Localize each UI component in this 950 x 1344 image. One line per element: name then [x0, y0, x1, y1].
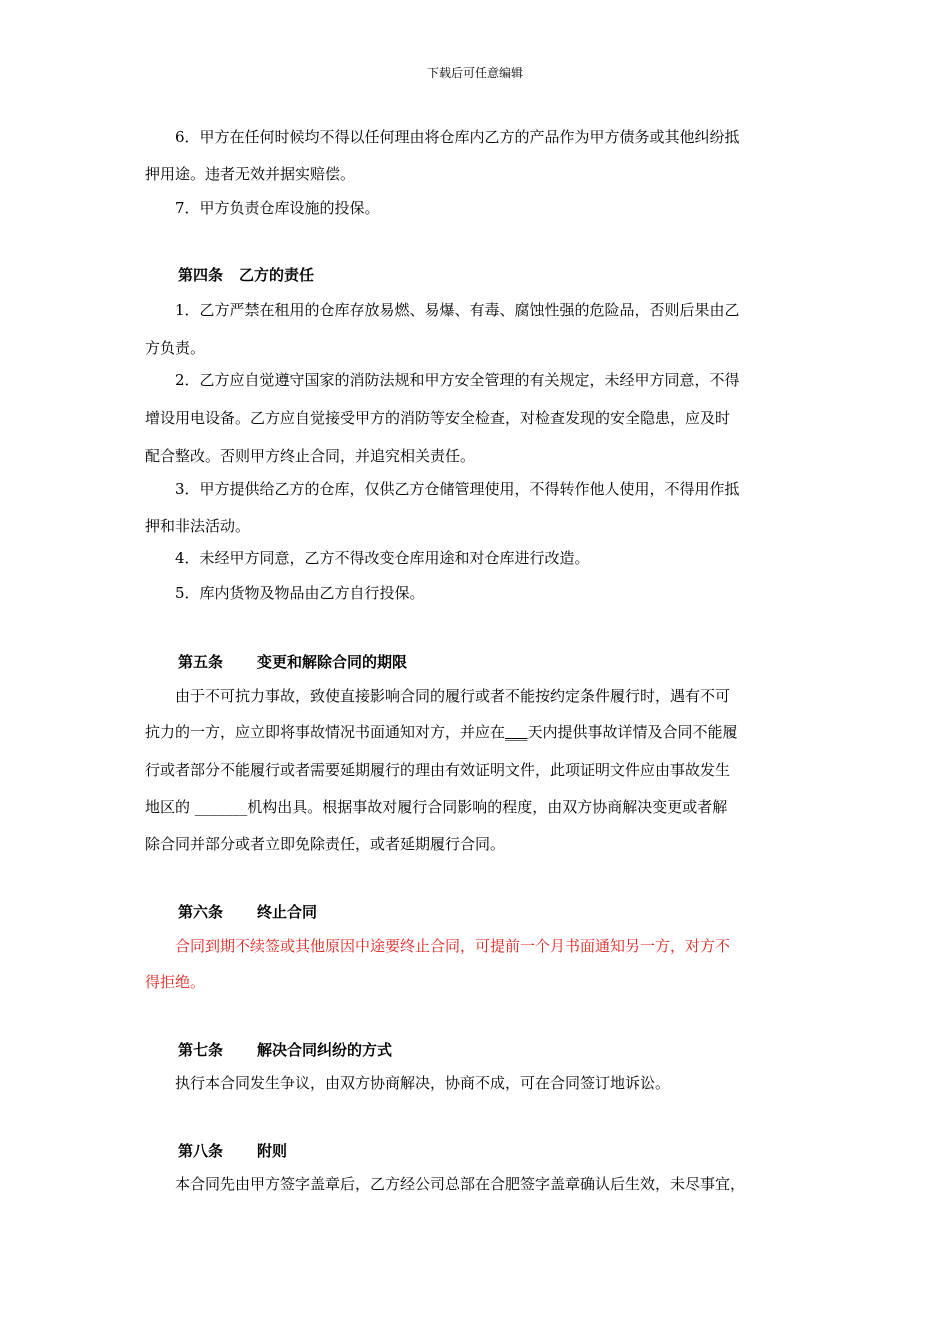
- article4-number: 第四条: [178, 266, 224, 284]
- article5-line2: [145, 722, 815, 742]
- article4-item4: 4．未经甲方同意，乙方不得改变仓库用途和对仓库进行改造。: [175, 549, 590, 567]
- article5-line4-text-b: 机构出具。根据事故对履行合同影响的程度，由双方协商解决变更或者解: [247, 798, 728, 816]
- article3-item6-line1: 6．甲方在任何时候均不得以任何理由将仓库内乙方的产品作为甲方债务或其他纠纷抵: [175, 128, 740, 146]
- article5-number: 第五条: [178, 653, 224, 671]
- article4-item2-line3: 配合整改。否则甲方终止合同，并追究相关责任。: [145, 447, 476, 465]
- article4-item2-line2: 增设用电设备。乙方应自觉接受甲方的消防等安全检查，对检查发现的安全隐患，应及时: [145, 409, 731, 427]
- article8-title: 附则: [257, 1142, 288, 1160]
- article8-heading: [178, 1141, 848, 1161]
- article5-title: 变更和解除合同的期限: [257, 653, 408, 671]
- article3-item6-line2: 押用途。违者无效并据实赔偿。: [145, 165, 356, 183]
- article6-line1: 合同到期不续签或其他原因中途要终止合同，可提前一个月书面通知另一方，对方不: [175, 937, 731, 955]
- article8-number: 第八条: [178, 1142, 224, 1160]
- article5-line2-text-a: 抗力的一方，应立即将事故情况书面通知对方，并应在: [145, 723, 506, 741]
- article5-heading: [178, 652, 848, 672]
- article5-agency-blank: _______: [194, 798, 248, 816]
- article7-number: 第七条: [178, 1041, 224, 1059]
- article4-item1-line2: 方负责。: [145, 339, 206, 357]
- article4-item2-line1: 2．乙方应自觉遵守国家的消防法规和甲方安全管理的有关规定，未经甲方同意，不得: [175, 371, 740, 389]
- article4-title: 乙方的责任: [239, 266, 315, 284]
- article5-days-blank: ___: [505, 723, 528, 741]
- article5-line5: 除合同并部分或者立即免除责任，或者延期履行合同。: [145, 835, 506, 853]
- article6-heading: [178, 902, 848, 922]
- article4-item3-line1: 3．甲方提供给乙方的仓库，仅供乙方仓储管理使用，不得转作他人使用，不得用作抵: [175, 480, 740, 498]
- article6-title: 终止合同: [257, 903, 318, 921]
- article6-number: 第六条: [178, 903, 224, 921]
- article6-line2: 得拒绝。: [145, 973, 206, 991]
- article5-line3: 行或者部分不能履行或者需要延期履行的理由有效证明文件，此项证明文件应由事故发生: [145, 761, 731, 779]
- page-header: 下载后可任意编辑: [426, 66, 523, 80]
- article4-item3-line2: 押和非法活动。: [145, 517, 251, 535]
- article7-title: 解决合同纠纷的方式: [257, 1041, 393, 1059]
- article5-line4: [145, 797, 815, 817]
- article4-item1-line1: 1．乙方严禁在租用的仓库存放易燃、易爆、有毒、腐蚀性强的危险品，否则后果由乙: [175, 301, 740, 319]
- article4-item5: 5．库内货物及物品由乙方自行投保。: [175, 584, 425, 602]
- article7-heading: [178, 1040, 848, 1060]
- article5-line1: 由于不可抗力事故，致使直接影响合同的履行或者不能按约定条件履行时，遇有不可: [175, 687, 731, 705]
- article7-line1: 执行本合同发生争议，由双方协商解决，协商不成，可在合同签订地诉讼。: [175, 1074, 671, 1092]
- article5-line2-text-b: 天内提供事故详情及合同不能履: [527, 723, 738, 741]
- article4-heading: [178, 265, 848, 285]
- article3-item7: 7．甲方负责仓库设施的投保。: [175, 199, 380, 217]
- article8-line1: 本合同先由甲方签字盖章后，乙方经公司总部在合肥签字盖章确认后生效，未尽事宜，: [175, 1175, 746, 1193]
- article5-line4-text-a: 地区的: [145, 798, 195, 816]
